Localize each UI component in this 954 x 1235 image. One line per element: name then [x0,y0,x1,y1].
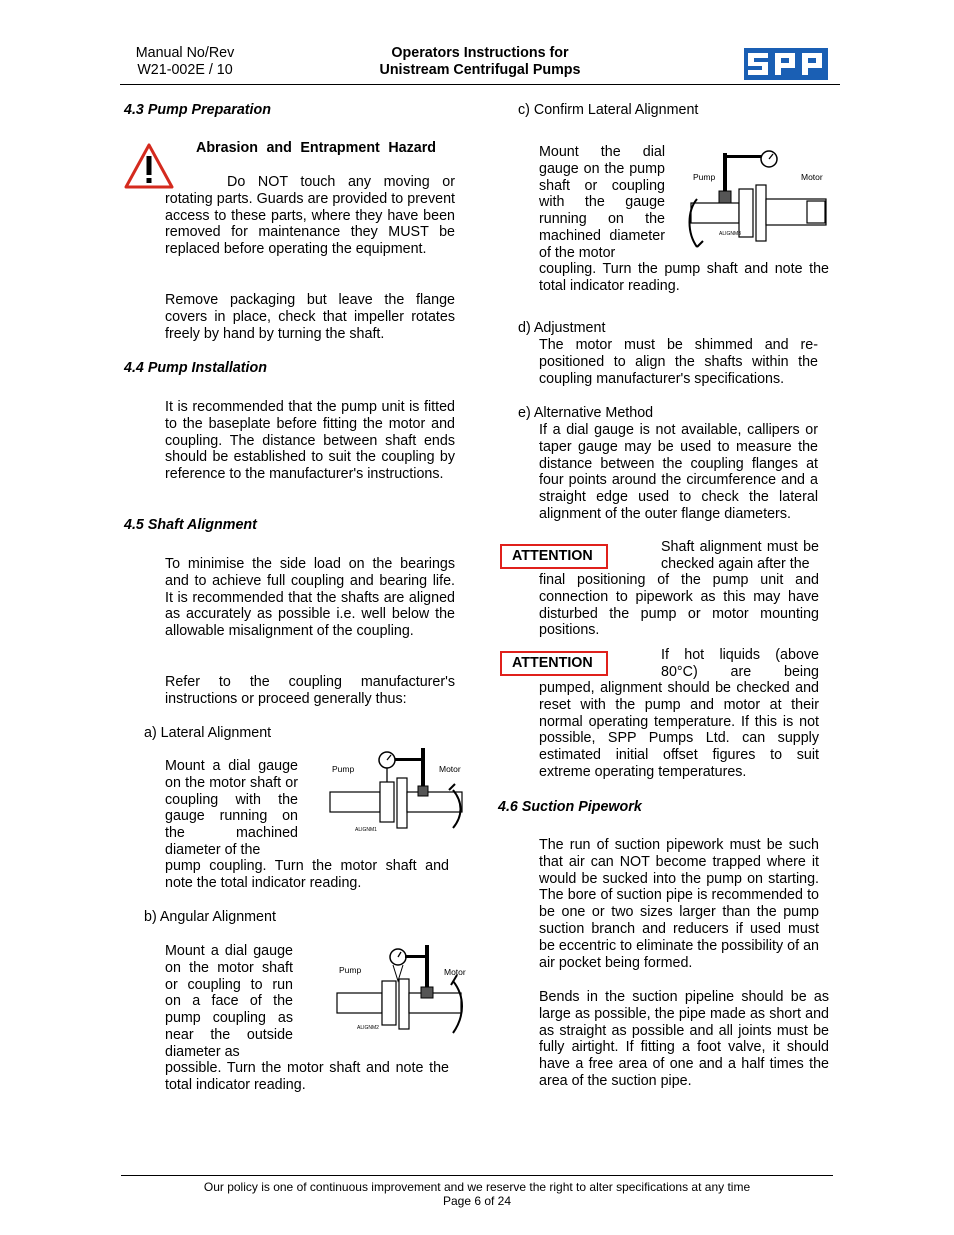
attention-2-head: If hot liquids (above 80°C) are being [661,647,819,680]
figure-c-motor-label: Motor [801,172,823,182]
step-a-label: a) Lateral Alignment [144,725,272,741]
heading-4-5: 4.5 Shaft Alignment [124,517,257,533]
step-a-text: Mount a dial gauge on the motor shaft or coupling with the gauge running on the machined diameter of the [165,758,298,858]
document-title [330,45,630,79]
manual-rev-value: W21-002E / 10 [137,61,233,78]
hazard-text: Do NOT touch any moving or rotating parts. Guards are provided to prevent access to these parts, where they have been removed for maintenance they MUST be replaced before operating the equipment. [165,174,455,258]
step-b-label: b) Angular Alignment [144,909,276,925]
figure-b-pump-label: Pump [339,965,362,975]
manual-no-label: Manual No/Rev [135,45,235,61]
installation-paragraph: It is recommended that the pump unit is fitted to the baseplate before fitting the motor and coupling. The distance between shaft ends should be established to suit the coupling by reference to the manufacturer's instructions. [165,399,455,483]
step-e-text: If a dial gauge is not available, callipers or taper gauge may be used to measure the distance between the coupling flanges at four points around the circumference and a straight edge used to check the lateral alignment of the outer flange diameters. [539,422,818,522]
figure-a-code: ALIGNM1 [355,827,377,833]
attention-badge-1: ATTENTION [500,544,608,569]
spp-logo [744,48,828,85]
step-e-label: e) Alternative Method [518,405,654,421]
figure-c-pump-label: Pump [693,172,716,182]
title-line-1: Operators Instructions for [391,45,569,61]
attention-1-text: final positioning of the pump unit and connection to pipework as this may have disturbed the pump or motor mounting positions. [539,572,819,639]
attention-badge-2: ATTENTION [500,651,608,676]
figure-confirm-lateral-alignment [683,145,833,260]
alignment-paragraph-1: To minimise the side load on the bearings and to achieve full coupling and bearing life. It is recommended that the shafts are aligned as accurately as possible i.e. well below the allowable misalignment of the coupling. [165,556,455,640]
suction-paragraph-2: Bends in the suction pipeline should be as large as possible, the pipe made as short and as straight as possible and all joints must be fully airtight. If fitting a foot valve, it should have a free area of one and a half times the area of the suction pipe. [539,989,829,1089]
footer [121,1180,833,1208]
title-line-2: Unistream Centrifugal Pumps [379,61,581,78]
step-d-label: d) Adjustment [518,320,606,336]
figure-a-motor-label: Motor [439,764,461,774]
header-rule [120,84,840,85]
footer-rule [121,1175,833,1176]
suction-paragraph-1: The run of suction pipework must be such that air can NOT become trapped where it would be sucked into the pump on starting. The bore of suction pipe is recommended to be one or two sizes larger than the pump suction branch and reducers if used must be eccentric to eliminate the possibility of an air pocket being formed. [539,837,819,971]
figure-b-motor-label: Motor [444,967,466,977]
figure-a-pump-label: Pump [332,764,355,774]
step-d-text: The motor must be shimmed and re-positioned to align the shafts within the coupling manufacturer's specifications. [539,337,818,387]
figure-c-code: ALIGNM3 [719,231,741,237]
figure-b-code: ALIGNM2 [357,1025,379,1031]
heading-4-4: 4.4 Pump Installation [124,360,267,376]
preparation-paragraph: Remove packaging but leave the flange covers in place, check that impeller rotates freely by hand by turning the shaft. [165,292,455,342]
page-number: Page 6 of 24 [442,1194,512,1208]
attention-2-text: pumped, alignment should be checked and reset with the pump and motor at their normal operating temperature. If this is not possible, SPP Pumps Ltd. can supply estimated initial offset figures to suit extreme operating temperatures. [539,680,819,780]
step-b-text-cont: possible. Turn the motor shaft and note the total indicator reading. [165,1060,449,1093]
heading-4-6: 4.6 Suction Pipework [498,799,642,815]
hazard-title: Abrasion and Entrapment Hazard [196,140,436,156]
footer-policy: Our policy is one of continuous improvement and we reserve the right to alter specifications at any time [203,1180,751,1194]
manual-revision [120,45,250,79]
step-c-label: c) Confirm Lateral Alignment [518,102,699,118]
heading-4-3: 4.3 Pump Preparation [124,102,271,118]
figure-lateral-alignment [325,744,470,859]
figure-angular-alignment [335,941,475,1046]
alignment-paragraph-2: Refer to the coupling manufacturer's instructions or proceed generally thus: [165,674,455,707]
step-c-text-cont: coupling. Turn the pump shaft and note the total indicator reading. [539,261,829,294]
step-c-text: Mount the dial gauge on the pump shaft or coupling with the gauge running on the machined diameter of the motor [539,144,665,261]
attention-1-head: Shaft alignment must be checked again after the [661,539,819,572]
step-b-text: Mount a dial gauge on the motor shaft or coupling to run on a face of the pump coupling as near the outside diameter as [165,943,293,1060]
step-a-text-cont: pump coupling. Turn the motor shaft and note the total indicator reading. [165,858,449,891]
